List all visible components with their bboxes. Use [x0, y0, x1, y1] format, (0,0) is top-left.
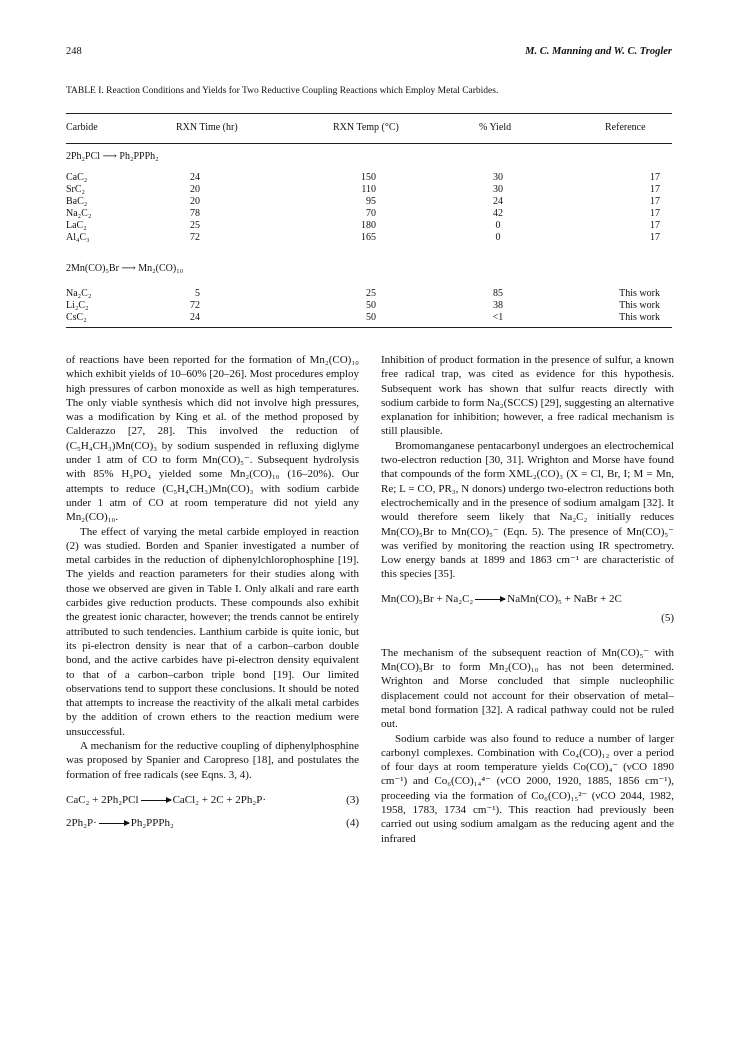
eq4-rhs: Ph₂PPPh₂ — [130, 816, 174, 829]
right-paragraph-4: Sodium carbide was also found to reduce a number of larger carbonyl complexes. Combination with Co₄(CO)₁₂ over a period of four days at room temperature yields Co(CO)₄⁻ (νCO 1890 cm⁻¹) and Co₆(CO)₁₄⁴⁻ (νCO 2000, 1920, 1885, 1856 cm⁻¹), proceeding via the formation of Co₆(CO)₁₅²⁻ (νCO 2044, 1982, 1958, 1783, 1734 cm⁻¹). This reaction had previously been carried out using sodium amalgam as the reducing agent and the infrared — [381, 732, 674, 845]
reaction-arrow-icon — [141, 800, 171, 801]
cell-carbide: Al₄C₃ — [66, 232, 90, 243]
cell-yield: 38 — [493, 300, 503, 311]
table-caption — [66, 86, 672, 96]
cell-temp: 95 — [366, 196, 376, 207]
col-header-temp: RXN Temp (°C) — [333, 122, 399, 133]
cell-carbide: Na₂C₂ — [66, 208, 92, 219]
table-bottom-rule — [66, 327, 672, 328]
equation-5 — [381, 592, 674, 611]
section2-reaction: 2Mn(CO)₅Br ⟶ Mn₂(CO)₁₀ — [66, 263, 184, 274]
section1-reaction: 2Ph₂PCl ⟶ Ph₂PPPh₂ — [66, 151, 159, 162]
cell-reference: This work — [619, 300, 660, 311]
reaction-arrow-icon — [475, 599, 505, 600]
cell-carbide: BaC₂ — [66, 196, 88, 207]
cell-temp: 180 — [361, 220, 376, 231]
cell-yield: 24 — [493, 196, 503, 207]
left-column — [66, 353, 359, 835]
right-paragraph-1: Inhibition of product formation in the presence of sulfur, a known free radical trap, was cited as evidence for this hypothesis. Subsequent work has shown that sulfur reacts directly with sodium carbide to form Na₂(SCCS) [29], suggesting an alternative explanation for inhibition; however, a free radical mechanism is still plausible. — [381, 354, 674, 438]
table-caption-text: Reaction Conditions and Yields for Two Reductive Coupling Reactions which Employ Metal Carbides. — [106, 86, 499, 96]
equation-4 — [66, 816, 359, 835]
cell-reference: 17 — [650, 232, 660, 243]
running-head: M. C. Manning and W. C. Trogler — [525, 46, 672, 57]
cell-carbide: SrC₂ — [66, 184, 86, 195]
eq4-lhs: 2Ph₂P· — [66, 816, 97, 829]
cell-yield: 85 — [493, 288, 503, 299]
cell-reference: 17 — [650, 184, 660, 195]
eq3-lhs: CaC₂ + 2Ph₂PCl — [66, 793, 139, 806]
cell-reference: This work — [619, 288, 660, 299]
cell-temp: 110 — [361, 184, 376, 195]
cell-reference: 17 — [650, 196, 660, 207]
cell-temp: 50 — [366, 312, 376, 323]
eq3-rhs: CaCl₂ + 2C + 2Ph₂P· — [172, 793, 266, 806]
table-header-rule — [66, 143, 672, 144]
cell-yield: 0 — [495, 232, 501, 243]
cell-time: 20 — [190, 196, 200, 207]
cell-time: 24 — [190, 172, 200, 183]
col-header-reference: Reference — [605, 122, 646, 133]
left-paragraph-3: A mechanism for the reductive coupling of diphenylphosphine was proposed by Spanier and Caropreso [18], and postulates the formation of free radicals (see Eqns. 3, 4). — [66, 740, 359, 781]
cell-reference: This work — [619, 312, 660, 323]
cell-carbide: LaC₂ — [66, 220, 87, 231]
eq5-rhs: NaMn(CO)₅ + NaBr + 2C — [507, 592, 622, 605]
cell-temp: 25 — [366, 288, 376, 299]
cell-yield: 30 — [493, 184, 503, 195]
cell-carbide: Li₂C₂ — [66, 300, 89, 311]
page-number: 248 — [66, 46, 82, 57]
equation-5-number-line — [381, 611, 674, 630]
cell-carbide: CsC₂ — [66, 312, 87, 323]
eq5-number: (5) — [661, 611, 674, 624]
left-paragraph-2: The effect of varying the metal carbide employed in reaction (2) was studied. Borden and Spanier investigated a number of metal carbides in the reduction of diphenylchlorophosphine [19]. The yields and reaction parameters for their studies along with those we observed are given in Table I. Only alkali and rare earth carbides give reduction products. These compounds also exhibit the greatest ionic character, however; the trends cannot be entirely attributed to such tendencies. Lanthium carbide is quite ionic, but its pi-electron density is near that of a carbon–carbon double bond, and the active carbides have pi-electron density equivalent to that of a carbon–carbon triple bond [19]. Our limited observations tend to support these conclusions. It should be noted that attempts to increase the reactivity of the alkali metal carbides by the addition of crown ethers to the reaction medium were unsuccessful. — [66, 525, 359, 738]
eq3-number: (3) — [346, 793, 359, 806]
equation-3 — [66, 793, 359, 812]
cell-yield: 30 — [493, 172, 503, 183]
table-top-rule — [66, 113, 672, 114]
cell-temp: 165 — [361, 232, 376, 243]
cell-carbide: Na₂C₂ — [66, 288, 92, 299]
cell-temp: 70 — [366, 208, 376, 219]
left-paragraph-1: of reactions have been reported for the formation of Mn₂(CO)₁₀ which exhibit yields of 10–60% [20–26]. Most procedures employ high pressures of carbon monoxide as well as high temperatures. The only viable synthesis which did not involve high pressures, was a modification by King et al. of the method proposed by Calderazzo [27, 28]. This involved the reduction of (C₅H₄CH₃)Mn(CO)₃ by sodium suspended in refluxing diglyme under 1 atm of CO to form Mn(CO)₅⁻. Subsequent hydrolysis with 85% H₃PO₄ yielded some Mn₂(CO)₁₀ (16–20%). Our attempts to reduce (C₅H₄CH₃)Mn(CO)₃ with sodium carbide under 1 atm of CO at room temperature did not yield any Mn₂(CO)₁₀. — [66, 354, 359, 524]
cell-yield: <1 — [492, 312, 504, 323]
cell-temp: 150 — [361, 172, 376, 183]
table-caption-label: TABLE I. — [66, 86, 104, 96]
col-header-yield: % Yield — [479, 122, 512, 133]
cell-time: 78 — [190, 208, 200, 219]
reaction-arrow-icon — [99, 823, 129, 824]
cell-time: 72 — [190, 232, 200, 243]
cell-time: 24 — [190, 312, 200, 323]
eq4-number: (4) — [346, 816, 359, 829]
cell-time: 20 — [190, 184, 200, 195]
right-paragraph-2: Bromomanganese pentacarbonyl undergoes an electrochemical two-electron reduction [30, 31]. Wrighton and Morse have found that compounds of the form XML₂(CO)₃ (X = Cl, Br, I; M = Mn, Re; L = CO, PR₃, N donors) undergo two-electron reductions both electrochemically and in the presence of sodium amalgam [32]. It would therefore seem likely that Na₂C₂ initially reduces Mn(CO)₅Br to Mn(CO)₅⁻ (Eqn. 5). The presence of Mn(CO)₅⁻ was verified by monitoring the reaction using IR spectrometry. Low energy bands at 1899 and 1863 cm⁻¹ are characteristic of this species [35]. — [381, 439, 674, 581]
cell-time: 72 — [190, 300, 200, 311]
cell-reference: 17 — [650, 220, 660, 231]
right-column — [381, 353, 674, 846]
right-paragraph-3: The mechanism of the subsequent reaction of Mn(CO)₅⁻ with Mn(CO)₅Br to form Mn₂(CO)₁₀ has not been determined. Wrighton and Morse concluded that simple nucleophilic displacement could not account for their observation of metal–metal bond formation [32]. A radical pathway could not be ruled out. — [381, 646, 674, 731]
cell-reference: 17 — [650, 172, 660, 183]
cell-time: 5 — [195, 288, 200, 299]
col-header-carbide: Carbide — [66, 122, 98, 133]
cell-temp: 50 — [366, 300, 376, 311]
cell-time: 25 — [190, 220, 200, 231]
eq5-lhs: Mn(CO)₅Br + Na₂C₂ — [381, 592, 474, 605]
page-header — [66, 46, 672, 64]
cell-reference: 17 — [650, 208, 660, 219]
cell-yield: 42 — [493, 208, 503, 219]
col-header-time: RXN Time (hr) — [176, 122, 238, 133]
cell-yield: 0 — [495, 220, 501, 231]
cell-carbide: CaC₂ — [66, 172, 88, 183]
